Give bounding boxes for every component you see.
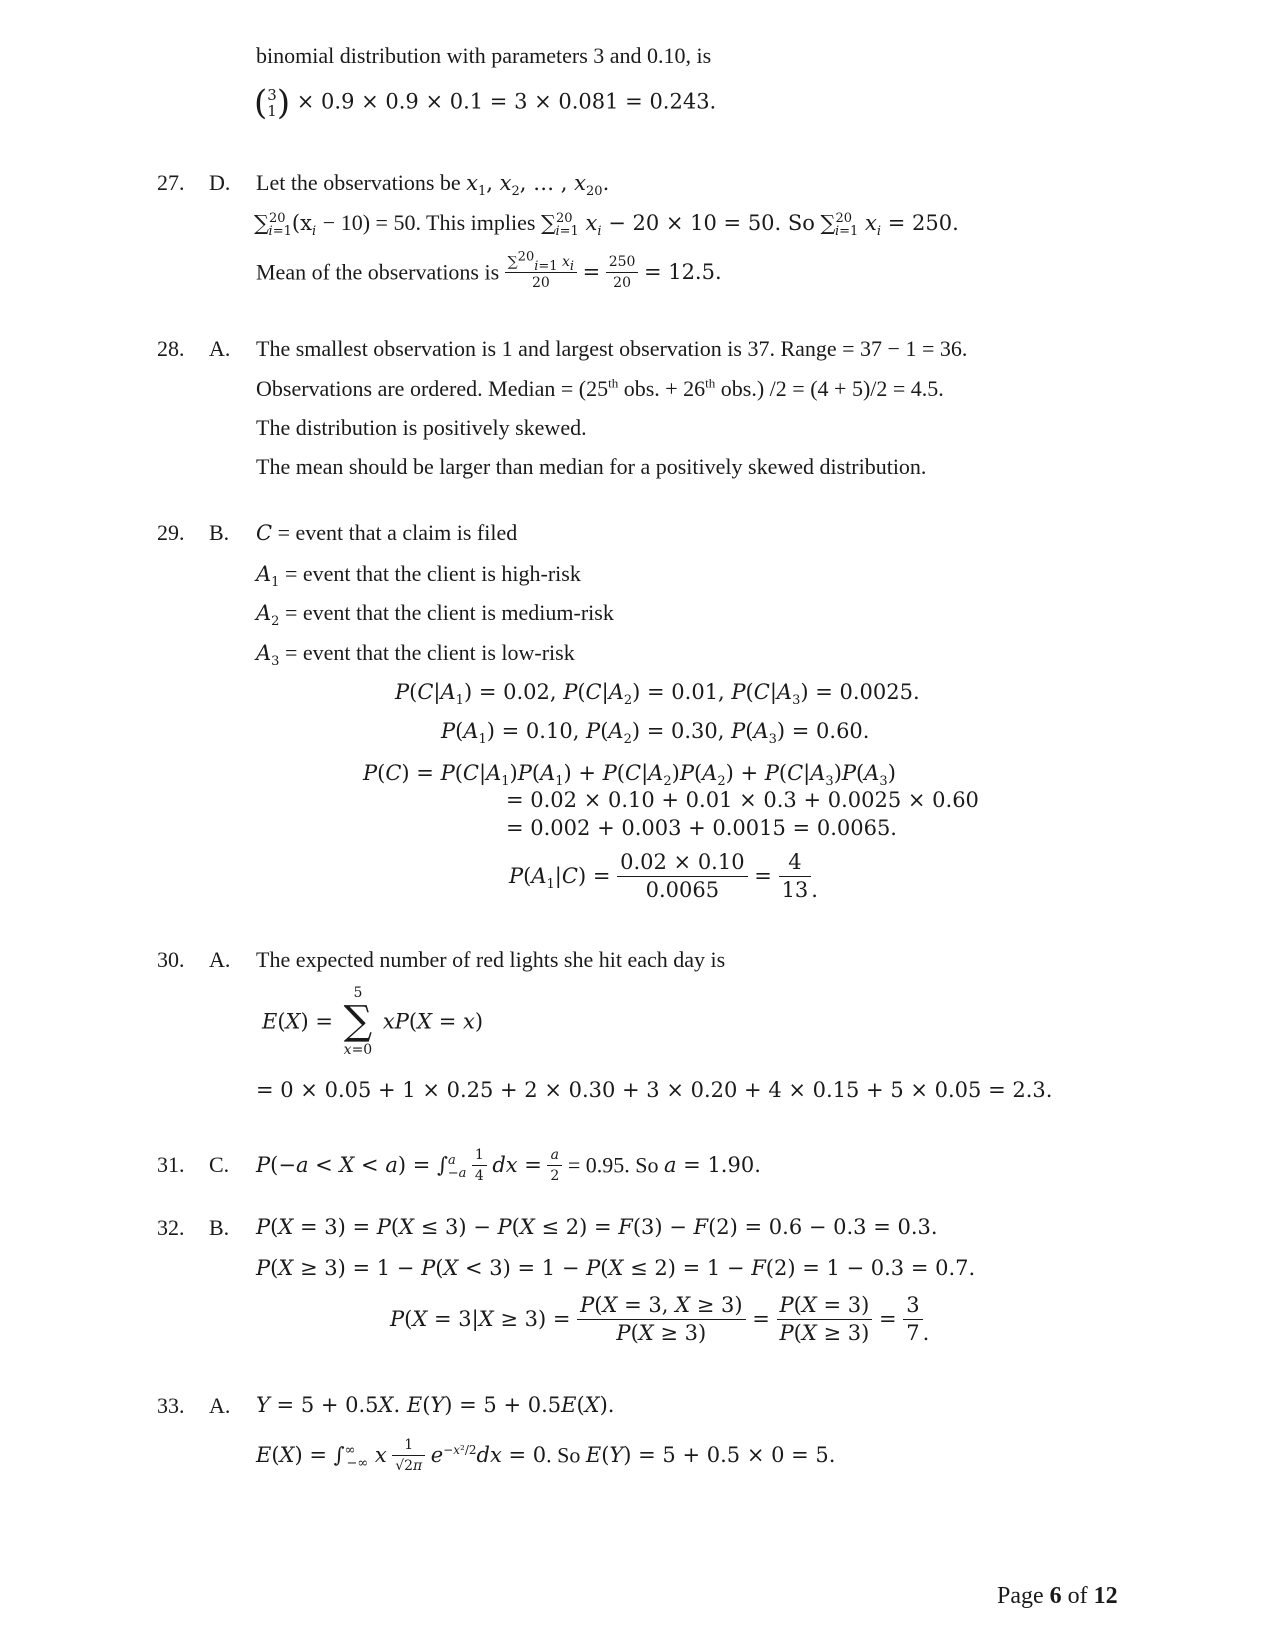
q28-answer: A. — [209, 336, 231, 361]
q27-answer: D. — [209, 170, 231, 195]
q32-number: 32. — [157, 1215, 185, 1240]
q29-eq4: = 0.02 × 0.10 + 0.01 × 0.3 + 0.0025 × 0.60 — [506, 788, 979, 812]
q27-l2d: = 250. — [887, 211, 959, 235]
q29-a1-text: = event that the client is high-risk — [284, 561, 581, 586]
page-of: of — [1067, 1583, 1088, 1609]
page-current: 6 — [1049, 1583, 1062, 1609]
q28-l2b: obs. + 26 — [623, 376, 706, 401]
q27-l2c: − 20 × 10 = 50. So — [608, 211, 815, 235]
q28-line1: The smallest observation is 1 and largest observation is 37. Range = 37 − 1 = 36. — [256, 336, 968, 361]
q32-answer: B. — [209, 1215, 230, 1240]
q28-l2c: obs.) /2 = (4 + 5)/2 = 4.5. — [720, 376, 944, 401]
q33-line1: Y = 5 + 0.5X. E(Y) = 5 + 0.5E(X). — [256, 1393, 615, 1417]
q32-line3: P(X = 3|X ≥ 3) = $\frac{P(X = 3, X \ge 3)}{P(X \ge 3)}$ = $\frac{P(X = 3)}{P(X \ge 3)}$ = $\frac{3}{7}$ . — [390, 1293, 930, 1345]
q27-line2: $\sum^{20}_{i=1}(x_i - 10) = 50$. This implies ∑$^{20}_{i=1}$ $x_i - 20 \times 10 = 50$. So ∑$^{20}_{i=1}$ $x_i = 250$. — [254, 210, 959, 240]
q31-line: P(−a < X < a) = ∫$^a_{-a}$ $\frac{1}{4}$ dx = $\frac{a}{2}$ = 0.95. So a = 1.90. — [256, 1147, 761, 1184]
q27-line3: Mean of the observations is $\frac{\sum^{20}_{i=1} x_i}{20}$ = $\frac{250}{20}$ = 12.5. — [256, 249, 722, 291]
q32-line1: P(X = 3) = P(X ≤ 3) − P(X ≤ 2) = F(3) − F(2) = 0.6 − 0.3 = 0.3. — [256, 1215, 938, 1239]
q29-a3-text: = event that the client is low-risk — [284, 640, 575, 665]
intro-text: binomial distribution with parameters 3 and 0.10, is — [256, 43, 712, 68]
q29-def-a2: $A_2$ = event that the client is medium-risk — [256, 600, 614, 630]
intro-calc-text: × 0.9 × 0.9 × 0.1 = 3 × 0.081 = 0.243. — [296, 89, 717, 114]
q27-l2b: − 10) = 50. This implies — [322, 210, 536, 235]
q28-line3: The distribution is positively skewed. — [256, 415, 587, 440]
q29-answer: B. — [209, 520, 230, 545]
q29-def-a3: $A_3$ = event that the client is low-risk — [256, 640, 575, 670]
q27-l2a: (x — [291, 211, 312, 235]
q27-result: = 12.5. — [643, 260, 722, 284]
q29-def-a1: $A_1$ = event that the client is high-risk — [256, 561, 581, 591]
q30-answer: A. — [209, 947, 231, 972]
q28-line4: The mean should be larger than median for a positively skewed distribution. — [256, 454, 927, 479]
q29-eq6: $P(A_1|C)$ = $\frac{0.02 \times 0.10}{0.0065}$ = $\frac{4}{13}$ . — [509, 850, 818, 902]
q29-c-text: = event that a claim is filed — [277, 520, 518, 545]
q29-eq3: $P(C) = P(C|A_1)P(A_1) + P(C|A_2)P(A_2) + P(C|A_3)P(A_3)$ — [363, 761, 896, 790]
q30-expectation: E(X) = 5 ∑ x=0 xP(X = x) — [262, 985, 484, 1058]
q28-line2: Observations are ordered. Median = (25th obs. + 26th obs.) /2 = (4 + 5)/2 = 4.5. — [256, 375, 944, 401]
q27-line3-text: Mean of the observations is — [256, 259, 500, 285]
q30-number: 30. — [157, 947, 185, 972]
q30-sum: = 0 × 0.05 + 1 × 0.25 + 2 × 0.30 + 3 × 0.20 + 4 × 0.15 + 5 × 0.05 = 2.3. — [256, 1078, 1053, 1102]
q29-eq5: = 0.002 + 0.003 + 0.0015 = 0.0065. — [506, 816, 897, 840]
q29-a2-text: = event that the client is medium-risk — [284, 600, 614, 625]
q29-eq2: $P(A_1) = 0.10$, $P(A_2) = 0.30$, $P(A_3) = 0.60$. — [441, 719, 870, 748]
q33-number: 33. — [157, 1393, 185, 1418]
page-word: Page — [997, 1583, 1044, 1609]
q29-eq1: $P(C|A_1) = 0.02$, $P(C|A_2) = 0.01$, $P(C|A_3) = 0.0025$. — [395, 680, 920, 709]
page-total: 12 — [1093, 1583, 1118, 1609]
q28-l2: Observations are ordered. Median = (25 — [256, 376, 609, 401]
q31-tail: = 0.95. So — [567, 1152, 659, 1178]
q31-answer: C. — [209, 1152, 230, 1177]
q29-number: 29. — [157, 520, 185, 545]
q27-line1: Let the observations be $x_1$, $x_2$, … , $x_{20}$. — [256, 170, 610, 200]
q30-line1: The expected number of red lights she hit each day is — [256, 947, 726, 972]
q29-def-c: C = event that a claim is filed — [256, 520, 518, 545]
page-number — [997, 1583, 1118, 1610]
q33-answer: A. — [209, 1393, 231, 1418]
q33-tail: . So — [546, 1442, 581, 1468]
q28-number: 28. — [157, 336, 185, 361]
q31-number: 31. — [157, 1152, 185, 1177]
intro-calc: (3 1) × 0.9 × 0.9 × 0.1 = 3 × 0.081 = 0.243. — [254, 83, 717, 123]
q27-line1-text: Let the observations be — [256, 170, 461, 195]
q33-line2: $E(X) = \int^\infty_{-\infty}$ x $\frac{1}{√2\pi}$ $e^{-x^2/2}dx = 0$. So E(Y) = 5 + 0.5 × 0 = 5. — [256, 1437, 836, 1474]
q32-line2: P(X ≥ 3) = 1 − P(X < 3) = 1 − P(X ≤ 2) = 1 − F(2) = 1 − 0.3 = 0.7. — [256, 1256, 976, 1280]
q27-number: 27. — [157, 170, 185, 195]
